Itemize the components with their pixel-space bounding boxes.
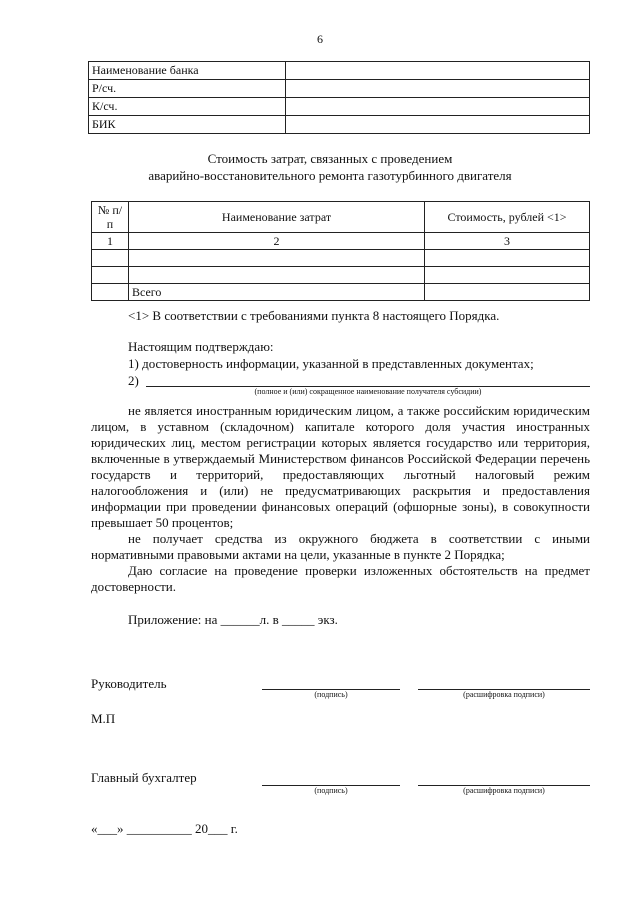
table-row	[89, 116, 590, 134]
paragraph-not-foreign-entity: не является иностранным юридическим лицом, а также российским юридическим лицом, в уставном (складочном) капитале которого доля участия иностранных юридических лиц, местом регистрации которых является государство или территория, включенные в утверждаемый Министерством финансов Российской Федерации перечень государств и территорий, предоставляющих льготный налоговый режим налогообложения и (или) не предусматривающих раскрытия и предоставления информации при проведении финансовых операций (офшорные зоны), в совокупности превышает 50 процентов;	[91, 403, 590, 530]
costs-table	[91, 201, 590, 301]
footnote: <1> В соответствии с требованиями пункта 8 настоящего Порядка.	[128, 308, 500, 323]
section-title	[0, 150, 640, 184]
correspondent-account-value	[286, 98, 590, 116]
stamp-place: М.П	[91, 711, 116, 726]
bank-details-table	[88, 61, 590, 134]
appendix-line: Приложение: на ______л. в _____ экз.	[128, 612, 338, 627]
column-number-3: 3	[425, 233, 590, 250]
table-total-row	[92, 284, 590, 301]
paragraph-no-budget-funds: не получает средства из окружного бюджета в соответствии с иными нормативными правовыми актами на цели, указанные в пункте 2 Порядка;	[91, 531, 590, 562]
bank-name-label: Наименование банка	[89, 62, 286, 80]
bik-label: БИК	[89, 116, 286, 134]
table-row	[92, 250, 590, 267]
table-number-row	[92, 233, 590, 250]
confirm-intro: Настоящим подтверждаю:	[128, 339, 274, 354]
table-row	[89, 98, 590, 116]
total-label: Всего	[129, 284, 425, 301]
correspondent-account-label: К/сч.	[89, 98, 286, 116]
header-cost-value: Стоимость, рублей <1>	[425, 202, 590, 233]
accountant-label: Главный бухгалтер	[91, 770, 197, 785]
title-line-1: Стоимость затрат, связанных с проведением	[207, 151, 453, 166]
date-line: «___» __________ 20___ г.	[91, 821, 238, 836]
table-row	[89, 80, 590, 98]
header-number: № п/п	[92, 202, 129, 233]
header-cost-name: Наименование затрат	[129, 202, 425, 233]
paragraph-consent: Даю согласие на проведение проверки изложенных обстоятельств на предмет достоверности.	[91, 563, 590, 594]
confirm-item-1: 1) достоверность информации, указанной в представленных документах;	[128, 356, 534, 371]
settlement-account-label: Р/сч.	[89, 80, 286, 98]
settlement-account-value	[286, 80, 590, 98]
column-number-2: 2	[129, 233, 425, 250]
column-number-1: 1	[92, 233, 129, 250]
table-row	[89, 62, 590, 80]
bank-name-value	[286, 62, 590, 80]
head-signature-caption: (подпись)	[314, 690, 348, 699]
table-header-row	[92, 202, 590, 233]
confirm-item-2-prefix: 2)	[128, 373, 139, 388]
head-label: Руководитель	[91, 676, 167, 691]
head-decode-caption: (расшифровка подписи)	[463, 690, 545, 699]
accountant-signature-caption: (подпись)	[314, 786, 348, 795]
table-row	[92, 267, 590, 284]
title-line-2: аварийно-восстановительного ремонта газотурбинного двигателя	[148, 168, 512, 183]
page-number: 6	[317, 32, 323, 46]
bik-value	[286, 116, 590, 134]
recipient-name-caption: (полное и (или) сокращенное наименование получателя субсидии)	[254, 387, 482, 396]
accountant-decode-caption: (расшифровка подписи)	[463, 786, 545, 795]
